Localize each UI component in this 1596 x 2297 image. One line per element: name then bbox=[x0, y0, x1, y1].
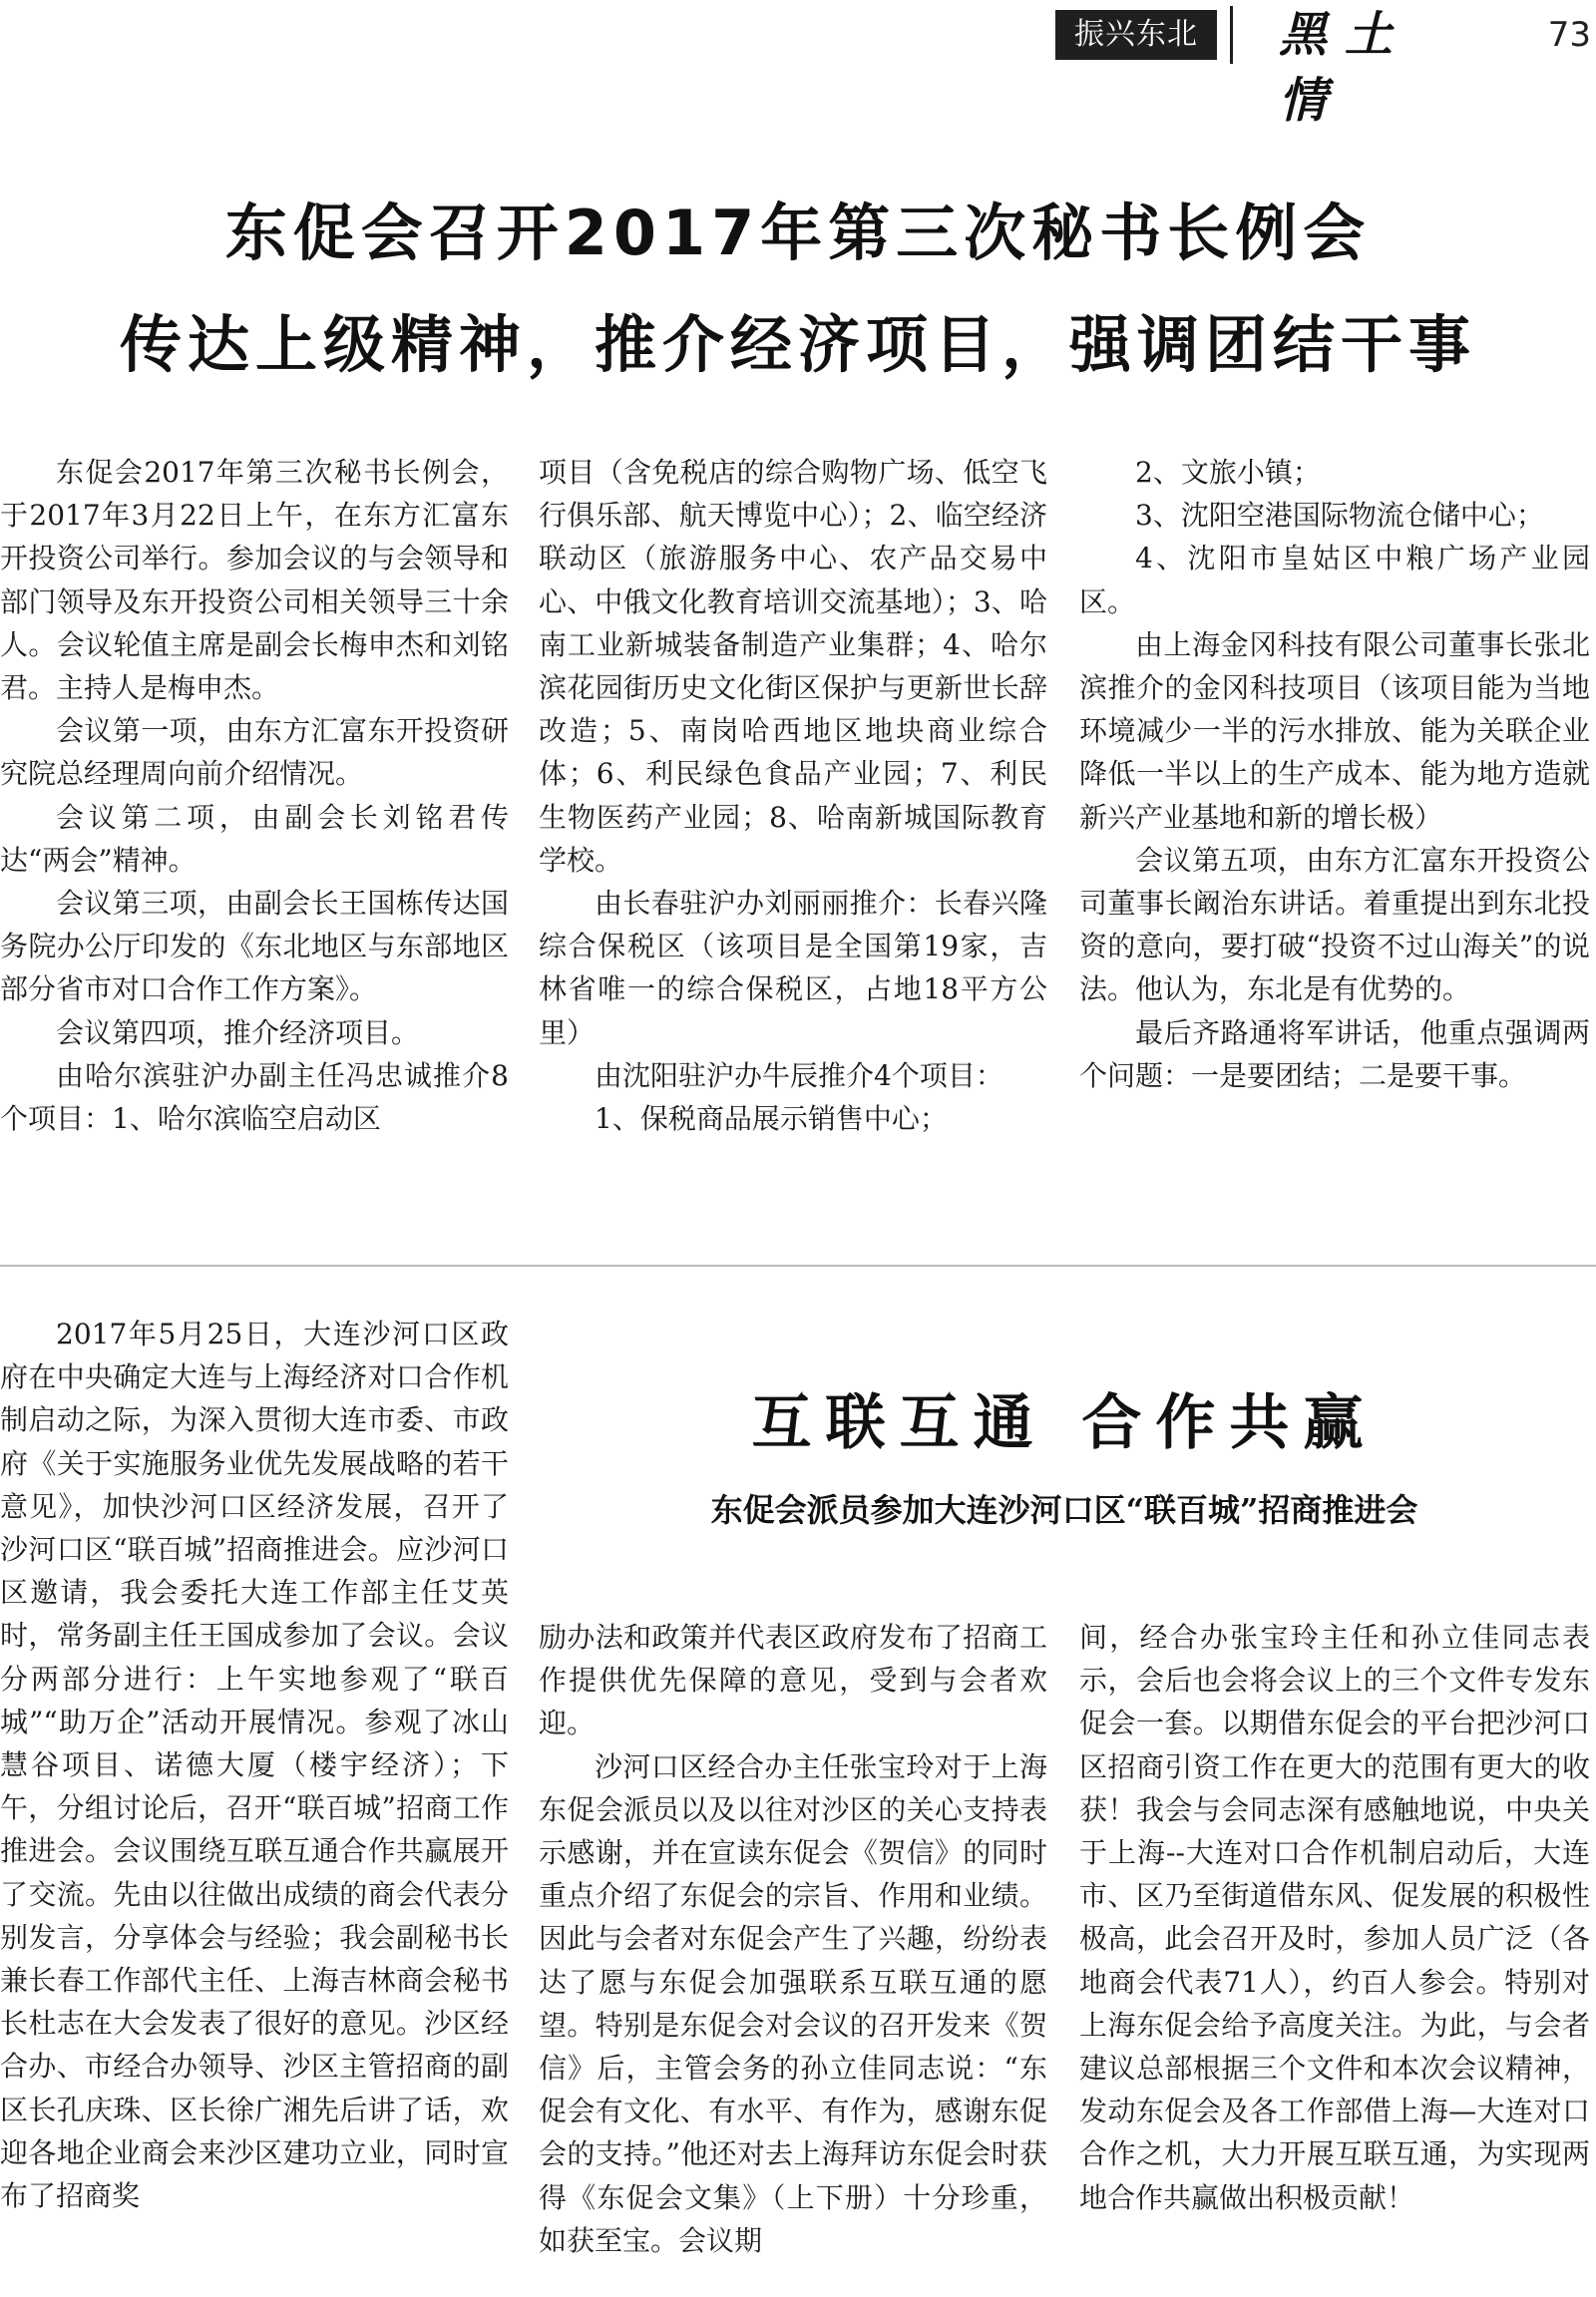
article1-column-3 bbox=[1079, 451, 1590, 1097]
article2-title: 互联互通 合作共赢 bbox=[751, 1388, 1378, 1458]
section-tag: 振兴东北 bbox=[1055, 10, 1217, 60]
header-divider bbox=[1230, 6, 1233, 64]
paragraph: 项目（含免税店的综合购物广场、低空飞行俱乐部、航天博览中心）；2、临空经济联动区（旅游服务中心、农产品交易中心、中俄文化教育培训交流基地）；3、哈南工业新城装备制造产业集群；4、哈尔滨花园街历史文化街区保护与更新世长辞改造；5、南岗哈西地区地块商业综合体；6、利民绿色食品产业园；7、利民生物医药产业园；8、哈南新城国际教育学校。 bbox=[539, 456, 1047, 877]
paragraph: 会议第二项，由副会长刘铭君传达“两会”精神。 bbox=[0, 800, 509, 877]
magazine-brand: 黑土情 bbox=[1279, 7, 1411, 129]
paragraph: 由上海金冈科技有限公司董事长张北滨推介的金冈科技项目（该项目能为当地环境减少一半的污水排放、能为关联企业降低一半以上的生产成本、能为地方造就新兴产业基地和新的增长极） bbox=[1079, 627, 1590, 834]
paragraph: 会议第三项，由副会长王国栋传达国务院办公厅印发的《东北地区与东部地区部分省市对口合作工作方案》。 bbox=[0, 887, 509, 1006]
paragraph: 2017年5月25日，大连沙河口区政府在中央确定大连与上海经济对口合作机制启动之际，为深入贯彻大连市委、市政府《关于实施服务业优先发展战略的若干意见》，加快沙河口区经济发展，召开了沙河口区“联百城”招商推进会。应沙河口区邀请，我会委托大连工作部主任艾英时，常务副主任王国成参加了会议。会议分两部分进行：上午实地参观了“联百城”“助万企”活动开展情况。参观了冰山慧谷项目、诺德大厦（楼宇经济）；下午，分组讨论后，召开“联百城”招商工作推进会。会议围绕互联互通合作共赢展开了交流。先由以往做出成绩的商会代表分别发言，分享体会与经验；我会副秘书长兼长春工作部代主任、上海吉林商会秘书长杜志在大会发表了很好的意见。沙区经合办、市经合办领导、沙区主管招商的副区长孔庆珠、区长徐广湘先后讲了话，欢迎各地企业商会来沙区建功立业，同时宣布了招商奖 bbox=[0, 1318, 509, 2213]
paragraph: 4、沈阳市皇姑区中粮广场产业园区。 bbox=[1079, 542, 1590, 618]
paragraph: 最后齐路通将军讲话，他重点强调两个问题：一是要团结；二是要干事。 bbox=[1079, 1015, 1590, 1092]
paragraph: 由沈阳驻沪办牛辰推介4个项目： bbox=[595, 1058, 1003, 1092]
paragraph: 由哈尔滨驻沪办副主任冯忠诚推介8个项目：1、哈尔滨临空启动区 bbox=[0, 1058, 509, 1136]
article2-column-2 bbox=[539, 1616, 1047, 2262]
paragraph: 东促会2017年第三次秘书长例会，于2017年3月22日上午，在东方汇富东开投资公司举行。参加会议的与会领导和部门领导及东开投资公司相关领导三十余人。会议轮值主席是副会长梅申杰和刘铭君。主持人是梅申杰。 bbox=[0, 456, 509, 705]
article2-column-3 bbox=[1079, 1616, 1590, 2219]
article1-title: 东促会召开2017年第三次秘书长例会 bbox=[224, 196, 1372, 269]
paragraph: 间，经合办张宝玲主任和孙立佳同志表示，会后也会将会议上的三个文件专发东促会一套。以期借东促会的平台把沙河口区招商引资工作在更大的范围有更大的收获！我会与会同志深有感触地说，中央关于上海--大连对口合作机制启动后，大连市、区乃至街道借东风、促发展的积极性极高，此会召开及时，参加人员广泛（各地商会代表71人），约百人参会。特别对上海东促会给予高度关注。为此，与会者建议总部根据三个文件和本次会议精神，发动东促会及各工作部借上海—大连对口合作之机，大力开展互联互通，为实现两地合作共赢做出积极贡献！ bbox=[1079, 1621, 1590, 2214]
page-number: 73 bbox=[1547, 15, 1591, 55]
paragraph: 1、保税商品展示销售中心； bbox=[595, 1102, 948, 1136]
section-divider bbox=[0, 1265, 1596, 1267]
article1-column-1 bbox=[0, 451, 509, 1140]
paragraph: 会议第一项，由东方汇富东开投资研究院总经理周向前介绍情况。 bbox=[0, 714, 509, 791]
paragraph: 会议第五项，由东方汇富东开投资公司董事长阚治东讲话。着重提出到东北投资的意向，要打破“投资不过山海关”的说法。他认为，东北是有优势的。 bbox=[1079, 843, 1590, 1006]
paragraph: 3、沈阳空港国际物流仓储中心； bbox=[1135, 499, 1544, 533]
paragraph: 沙河口区经合办主任张宝玲对于上海东促会派员以及以往对沙区的关心支持表示感谢，并在宣读东促会《贺信》的同时重点介绍了东促会的宗旨、作用和业绩。因此与会者对东促会产生了兴趣，纷纷表达了愿与东促会加强联系互联互通的愿望。特别是东促会对会议的召开发来《贺信》后，主管会务的孙立佳同志说：“东促会有文化、有水平、有作为，感谢东促会的支持。”他还对去上海拜访东促会时获得《东促会文集》（上下册）十分珍重，如获至宝。会议期 bbox=[539, 1749, 1047, 2257]
paragraph: 2、文旅小镇； bbox=[1135, 456, 1321, 489]
paragraph: 会议第四项，推介经济项目。 bbox=[56, 1015, 420, 1049]
article1-column-2 bbox=[539, 451, 1047, 1140]
article2-column-1 bbox=[0, 1313, 509, 2217]
article2-subtitle: 东促会派员参加大连沙河口区“联百城”招商推进会 bbox=[710, 1491, 1418, 1529]
article1-subtitle: 传达上级精神，推介经济项目，强调团结干事 bbox=[119, 308, 1476, 381]
paragraph: 励办法和政策并代表区政府发布了招商工作提供优先保障的意见，受到与会者欢迎。 bbox=[539, 1621, 1047, 1740]
paragraph: 由长春驻沪办刘丽丽推介：长春兴隆综合保税区（该项目是全国第19家，吉林省唯一的综合保税区，占地18平方公里） bbox=[539, 887, 1047, 1049]
page-header bbox=[0, 0, 1596, 129]
